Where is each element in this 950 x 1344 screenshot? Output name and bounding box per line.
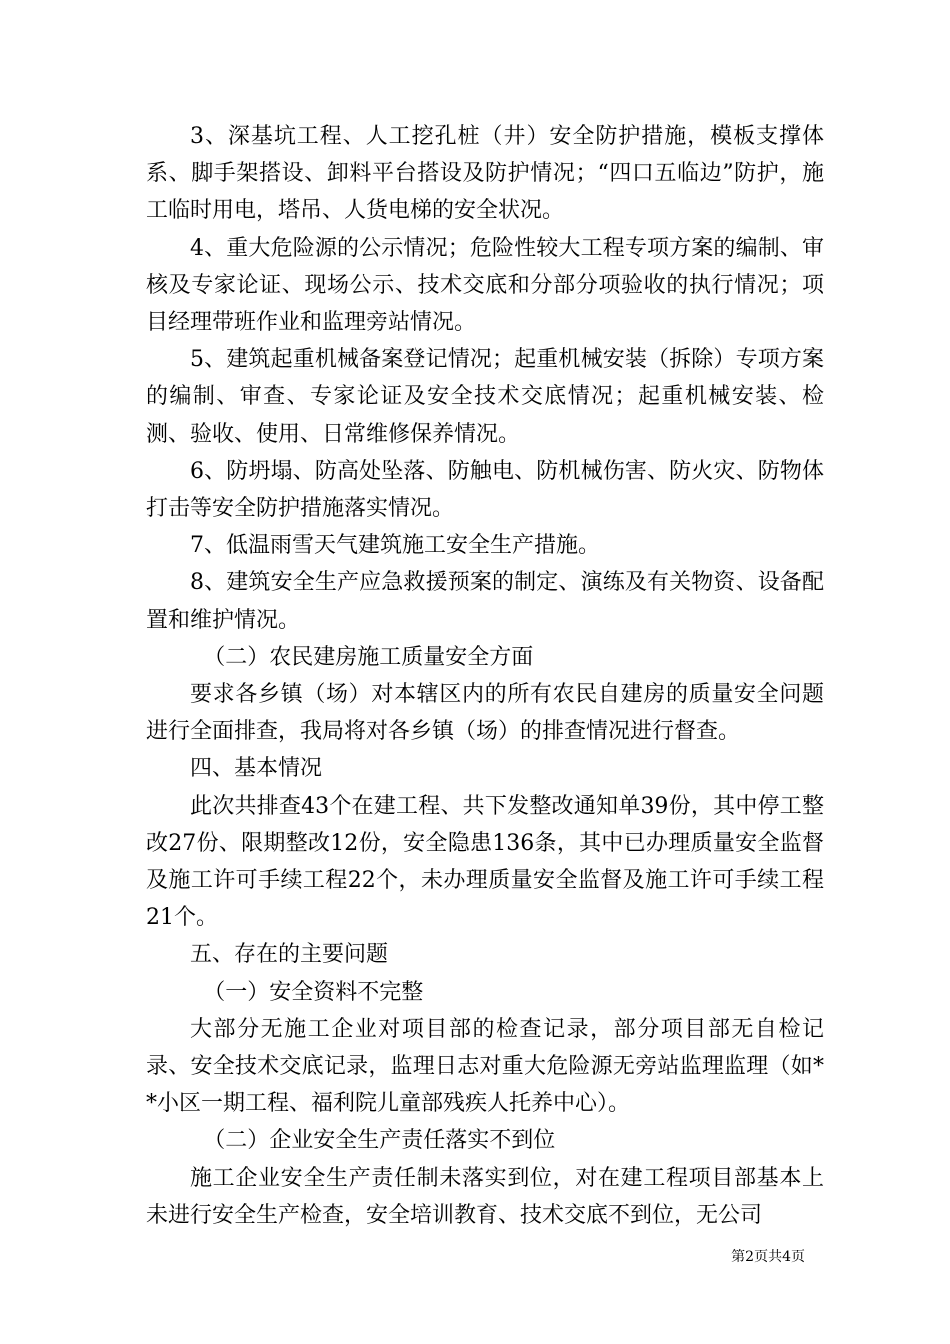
subheading-responsibility: （二）企业安全生产责任落实不到位 xyxy=(203,1128,556,1154)
paragraph-rural-housing: 要求各乡镇（场）对本辖区内的所有农民自建房的质量安全问题进行全面排查，我局将对各乡镇（场）的排查情况进行督查。 xyxy=(146,682,824,745)
subheading-incomplete-records: （一）安全资料不完整 xyxy=(203,979,424,1005)
page-number-footer: 第2页共4页 xyxy=(731,1249,805,1265)
paragraph-item-8: 8、建筑安全生产应急救援预案的制定、演练及有关物资、设备配置和维护情况。 xyxy=(146,570,824,633)
paragraph-item-4: 4、重大危险源的公示情况；危险性较大工程专项方案的编制、审核及专家论证、现场公示、技术交底和分部分项验收的执行情况；项目经理带班作业和监理旁站情况。 xyxy=(146,235,824,336)
paragraph-item-7: 7、低温雨雪天气建筑施工安全生产措施。 xyxy=(190,533,600,559)
heading-basic-situation: 四、基本情况 xyxy=(190,756,323,782)
paragraph-responsibility: 施工企业安全生产责任制未落实到位，对在建工程项目部基本上未进行安全生产检查，安全培训教育、技术交底不到位，无公司 xyxy=(146,1165,824,1228)
heading-main-problems: 五、存在的主要问题 xyxy=(190,942,389,968)
document-body xyxy=(146,118,824,1234)
subheading-rural-housing: （二）农民建房施工质量安全方面 xyxy=(203,644,534,670)
paragraph-basic-situation: 此次共排查43个在建工程、共下发整改通知单39份，其中停工整改27份、限期整改12份，安全隐患136条，其中已办理质量安全监督及施工许可手续工程22个，未办理质量安全监督及施工许可手续工程21个。 xyxy=(146,793,824,931)
paragraph-item-6: 6、防坍塌、防高处坠落、防触电、防机械伤害、防火灾、防物体打击等安全防护措施落实情况。 xyxy=(146,458,824,522)
paragraph-item-5: 5、建筑起重机械备案登记情况；起重机械安装（拆除）专项方案的编制、审查、专家论证及安全技术交底情况；起重机械安装、检测、验收、使用、日常维修保养情况。 xyxy=(146,347,824,447)
paragraph-incomplete-records: 大部分无施工企业对项目部的检查记录，部分项目部无自检记录、安全技术交底记录，监理日志对重大危险源无旁站监理监理（如**小区一期工程、福利院儿童部残疾人托养中心）。 xyxy=(146,1016,824,1117)
paragraph-item-3: 3、深基坑工程、人工挖孔桩（井）安全防护措施，模板支撑体系、脚手架搭设、卸料平台搭设及防护情况；“四口五临边”防护，施工临时用电，塔吊、人货电梯的安全状况。 xyxy=(146,124,824,224)
